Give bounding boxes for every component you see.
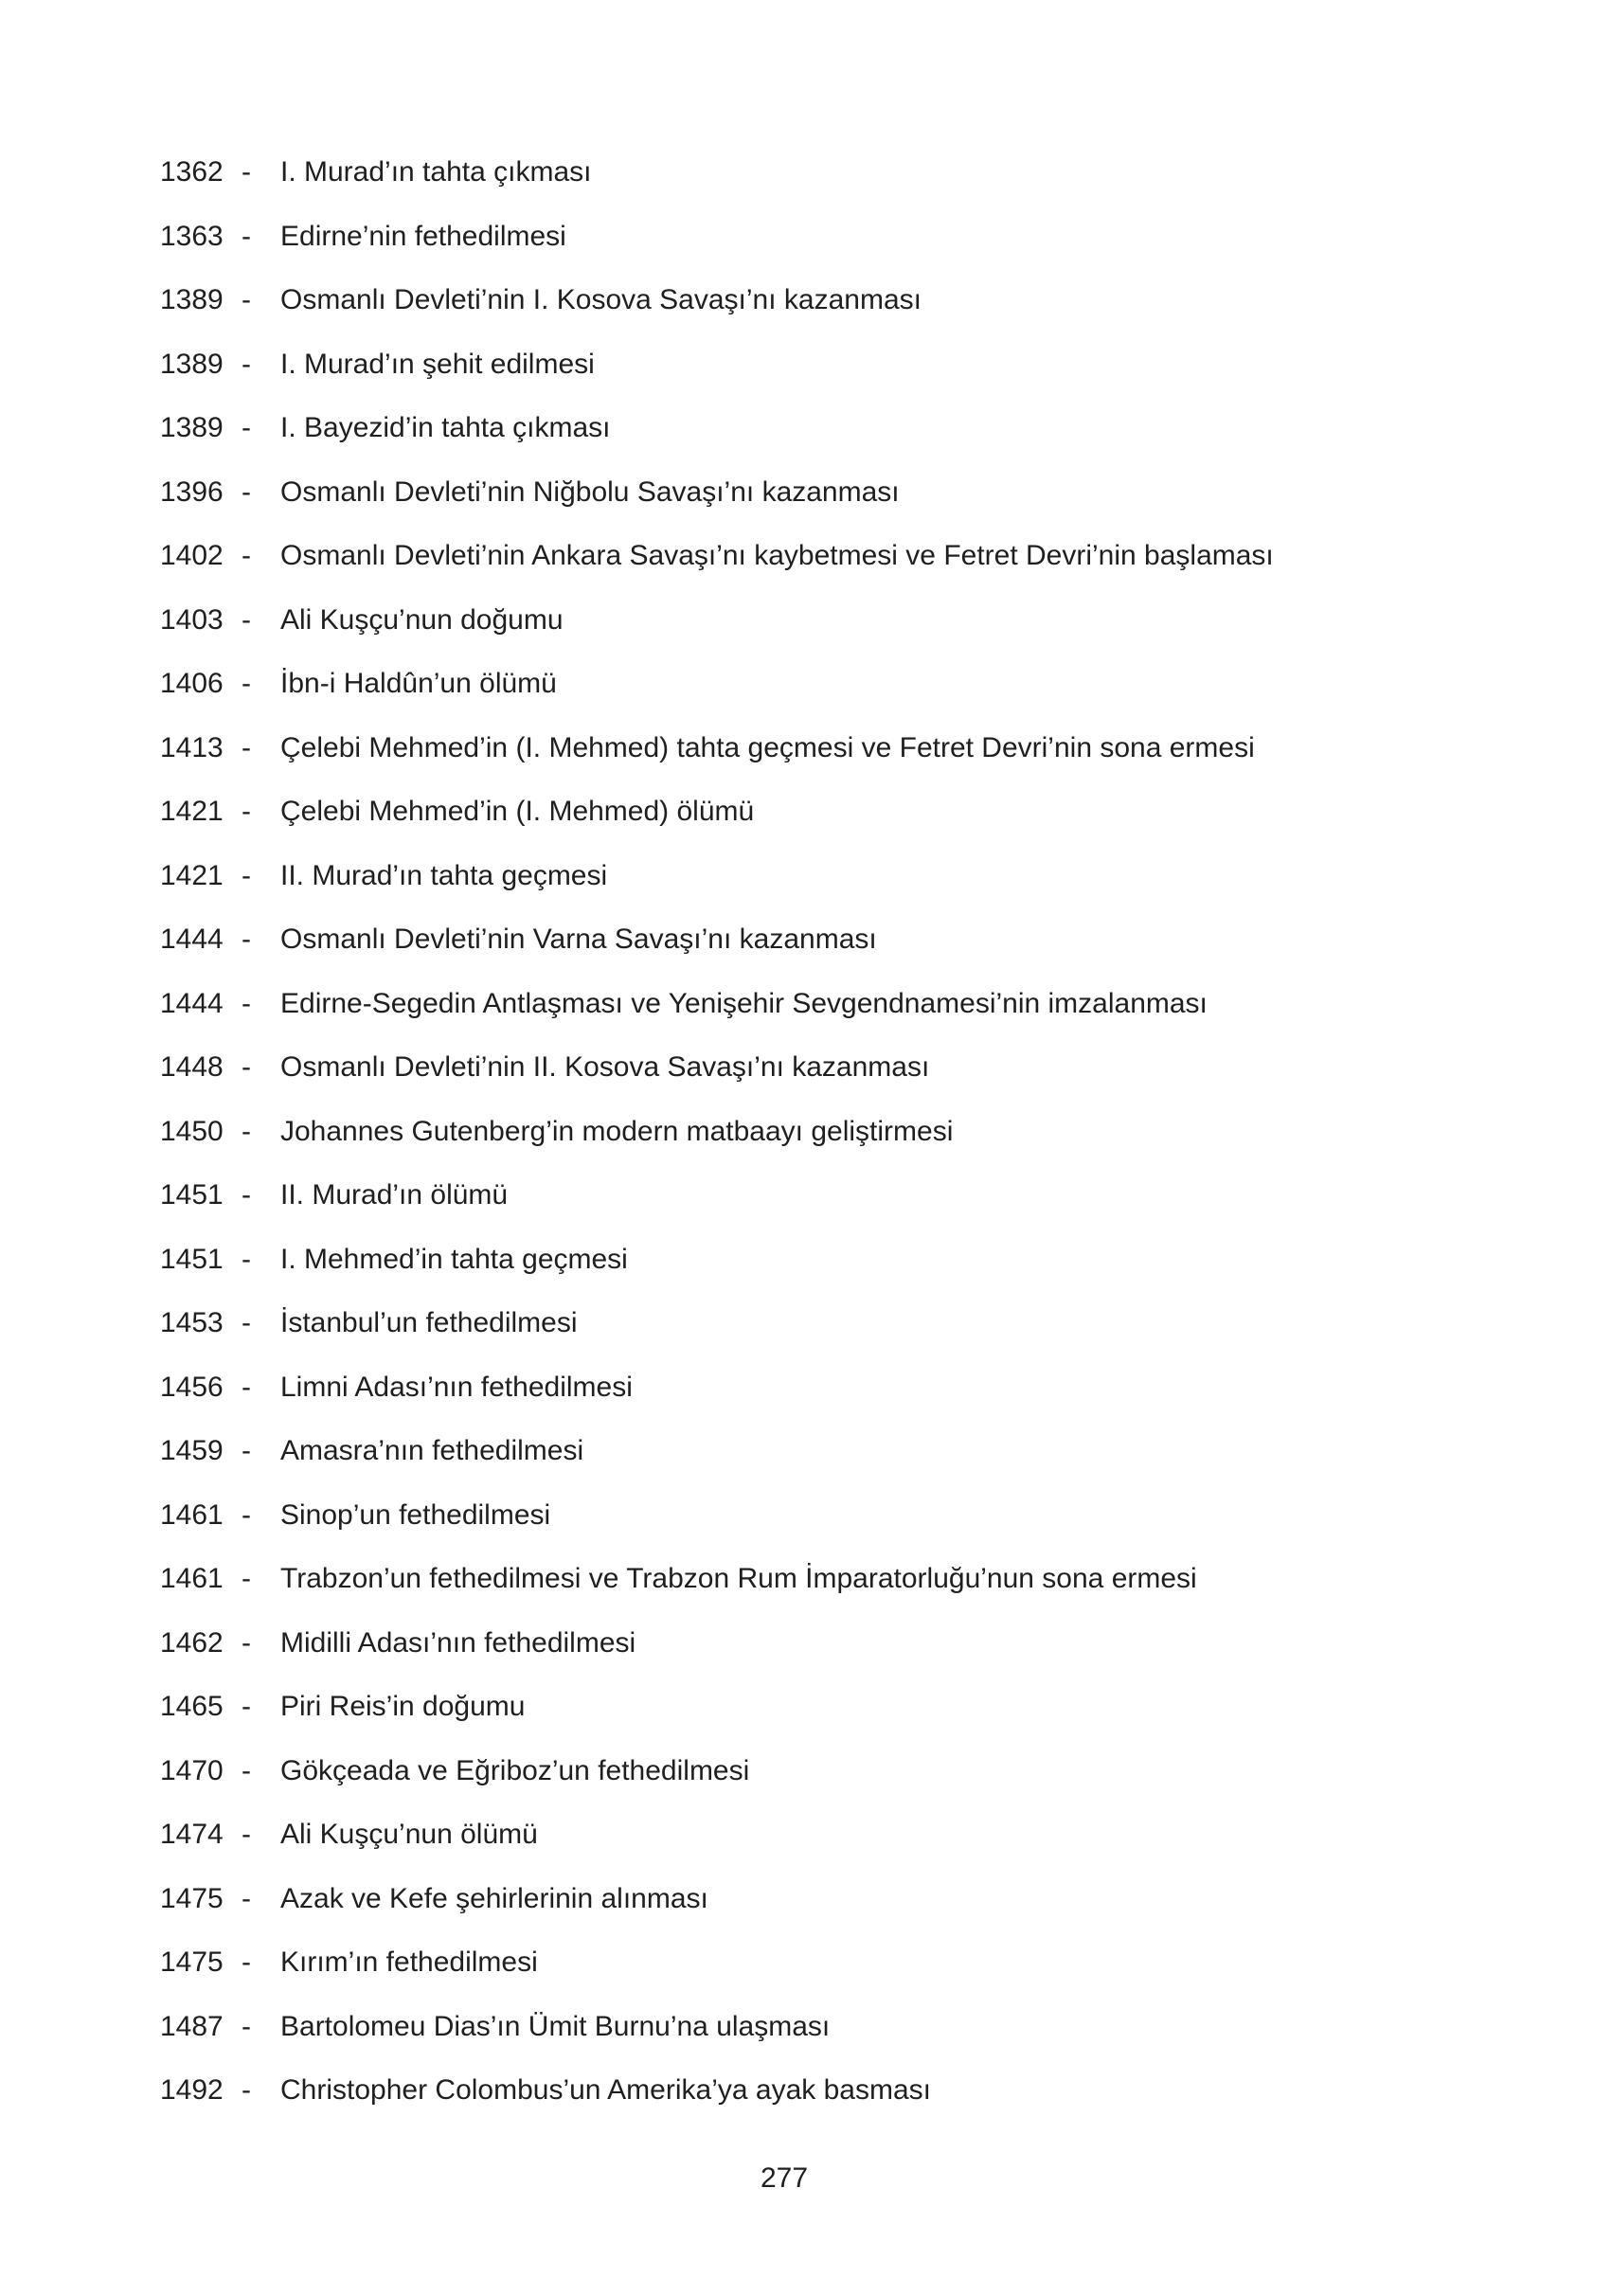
entry-event: İstanbul’un fethedilmesi [280, 1307, 578, 1338]
entry-event: Osmanlı Devleti’nin Varna Savaşı’nı kazanması [280, 924, 877, 955]
chronology-entry [0, 917, 1611, 981]
entry-separator: - [242, 1307, 251, 1338]
entry-year: 1462 [160, 1626, 224, 1659]
entry-year: 1406 [160, 668, 224, 699]
chronology-entry [0, 214, 1611, 278]
entry-separator: - [242, 220, 251, 252]
chronology-entry [0, 789, 1611, 853]
entry-event: Çelebi Mehmed’in (I. Mehmed) tahta geçmesi ve Fetret Devri’nin sona ermesi [280, 731, 1255, 763]
chronology-entry [0, 1940, 1611, 2004]
entry-year: 1456 [160, 1371, 224, 1403]
entry-event: Gökçeada ve Eğriboz’un fethedilmesi [280, 1754, 750, 1786]
chronology-entry [0, 2004, 1611, 2069]
chronology-entry [0, 1428, 1611, 1493]
entry-event: Çelebi Mehmed’in (I. Mehmed) ölümü [280, 796, 755, 827]
chronology-entry [0, 1749, 1611, 1813]
entry-separator: - [242, 1498, 251, 1531]
chronology-entry [0, 598, 1611, 662]
entry-separator: - [242, 1882, 251, 1914]
entry-separator: - [242, 2074, 251, 2106]
chronology-entry [0, 1621, 1611, 1685]
entry-year: 1451 [160, 1179, 224, 1211]
chronology-entry [0, 1812, 1611, 1876]
entry-separator: - [242, 1243, 251, 1275]
entry-event: Christopher Colombus’un Amerika’ya ayak basması [280, 2074, 931, 2106]
entry-event: Kırım’ın fethedilmesi [280, 1946, 538, 1978]
entry-event: Bartolomeu Dias’ın Ümit Burnu’na ulaşması [280, 2010, 831, 2042]
entry-year: 1470 [160, 1754, 224, 1786]
chronology-entry [0, 533, 1611, 598]
entry-separator: - [242, 1179, 251, 1211]
entry-year: 1453 [160, 1307, 224, 1338]
chronology-entry [0, 1237, 1611, 1301]
entry-event: Amasra’nın fethedilmesi [280, 1435, 584, 1466]
entry-separator: - [242, 1051, 251, 1083]
entry-year: 1396 [160, 475, 224, 508]
entry-year: 1487 [160, 2010, 224, 2042]
chronology-entry [0, 470, 1611, 534]
entry-event: Limni Adası’nın fethedilmesi [280, 1371, 633, 1403]
entry-separator: - [242, 1371, 251, 1403]
entry-separator: - [242, 668, 251, 699]
entry-separator: - [242, 475, 251, 508]
entry-event: İbn-i Haldûn’un ölümü [280, 668, 557, 699]
entry-year: 1389 [160, 284, 224, 315]
entry-event: I. Bayezid’in tahta çıkması [280, 412, 611, 443]
entry-year: 1461 [160, 1563, 224, 1594]
chronology-entry [0, 1493, 1611, 1557]
entry-event: I. Murad’ın tahta çıkması [280, 156, 592, 188]
entry-event: Osmanlı Devleti’nin Niğbolu Savaşı’nı kazanması [280, 475, 900, 508]
entry-separator: - [242, 1754, 251, 1786]
entry-event: II. Murad’ın ölümü [280, 1179, 509, 1211]
entry-event: Midilli Adası’nın fethedilmesi [280, 1626, 636, 1659]
entry-event: I. Mehmed’in tahta geçmesi [280, 1243, 628, 1275]
entry-year: 1421 [160, 796, 224, 827]
entry-event: Osmanlı Devleti’nin Ankara Savaşı’nı kaybetmesi ve Fetret Devri’nin başlaması [280, 540, 1274, 571]
entry-event: Edirne-Segedin Antlaşması ve Yenişehir Sevgendnamesi’nin imzalanması [280, 987, 1208, 1019]
entry-separator: - [242, 859, 251, 891]
entry-separator: - [242, 796, 251, 827]
entry-year: 1444 [160, 924, 224, 955]
entry-year: 1389 [160, 412, 224, 443]
entry-year: 1448 [160, 1051, 224, 1083]
entry-year: 1475 [160, 1946, 224, 1978]
chronology-entry [0, 981, 1611, 1046]
entry-separator: - [242, 1115, 251, 1147]
chronology-entry [0, 150, 1611, 214]
chronology-entry [0, 1365, 1611, 1429]
entry-year: 1402 [160, 540, 224, 571]
entry-year: 1362 [160, 156, 224, 188]
entry-separator: - [242, 284, 251, 315]
chronology-entry [0, 1173, 1611, 1237]
entry-separator: - [242, 540, 251, 571]
entry-separator: - [242, 731, 251, 763]
entry-event: Edirne’nin fethedilmesi [280, 220, 566, 252]
chronology-entry [0, 1684, 1611, 1749]
chronology-entry [0, 405, 1611, 470]
entry-separator: - [242, 1626, 251, 1659]
entry-year: 1465 [160, 1691, 224, 1722]
entry-separator: - [242, 412, 251, 443]
entry-event: Johannes Gutenberg’in modern matbaayı geliştirmesi [280, 1115, 954, 1147]
chronology-entry [0, 342, 1611, 406]
entry-event: I. Murad’ın şehit edilmesi [280, 348, 595, 380]
chronology-entry [0, 278, 1611, 342]
entry-separator: - [242, 1819, 251, 1850]
entry-year: 1461 [160, 1498, 224, 1531]
entry-separator: - [242, 987, 251, 1019]
chronology-entry [0, 726, 1611, 790]
entry-separator: - [242, 1563, 251, 1594]
entry-year: 1363 [160, 220, 224, 252]
entry-event: Azak ve Kefe şehirlerinin alınması [280, 1882, 708, 1914]
entry-separator: - [242, 1691, 251, 1722]
entry-year: 1475 [160, 1882, 224, 1914]
entry-year: 1459 [160, 1435, 224, 1466]
chronology-entry [0, 1556, 1611, 1621]
entry-year: 1492 [160, 2074, 224, 2106]
entry-separator: - [242, 1946, 251, 1978]
entry-separator: - [242, 924, 251, 955]
entry-separator: - [242, 1435, 251, 1466]
entry-separator: - [242, 2010, 251, 2042]
page-number: 277 [760, 2162, 809, 2194]
entry-event: Ali Kuşçu’nun doğumu [280, 603, 564, 636]
entry-event: Trabzon’un fethedilmesi ve Trabzon Rum İmparatorluğu’nun sona ermesi [280, 1563, 1197, 1594]
entry-separator: - [242, 348, 251, 380]
chronology-entry [0, 1300, 1611, 1365]
entry-event: Osmanlı Devleti’nin II. Kosova Savaşı’nı kazanması [280, 1051, 930, 1083]
chronology-entry [0, 1876, 1611, 1941]
entry-year: 1403 [160, 603, 224, 636]
entry-event: Piri Reis’in doğumu [280, 1691, 526, 1722]
chronology-entry [0, 661, 1611, 726]
entry-event: Sinop’un fethedilmesi [280, 1498, 551, 1531]
entry-year: 1450 [160, 1115, 224, 1147]
entry-year: 1389 [160, 348, 224, 380]
chronology-entry [0, 2068, 1611, 2132]
entry-event: Osmanlı Devleti’nin I. Kosova Savaşı’nı kazanması [280, 284, 922, 315]
entry-year: 1444 [160, 987, 224, 1019]
entry-year: 1421 [160, 859, 224, 891]
entry-year: 1413 [160, 731, 224, 763]
chronology-entry [0, 1109, 1611, 1174]
chronology-entry [0, 853, 1611, 918]
entry-year: 1474 [160, 1819, 224, 1850]
entry-separator: - [242, 156, 251, 188]
entry-year: 1451 [160, 1243, 224, 1275]
entry-event: Ali Kuşçu’nun ölümü [280, 1819, 538, 1850]
entry-separator: - [242, 603, 251, 636]
chronology-entry [0, 1045, 1611, 1109]
entry-event: II. Murad’ın tahta geçmesi [280, 859, 608, 891]
chronology-list [0, 150, 1611, 2132]
